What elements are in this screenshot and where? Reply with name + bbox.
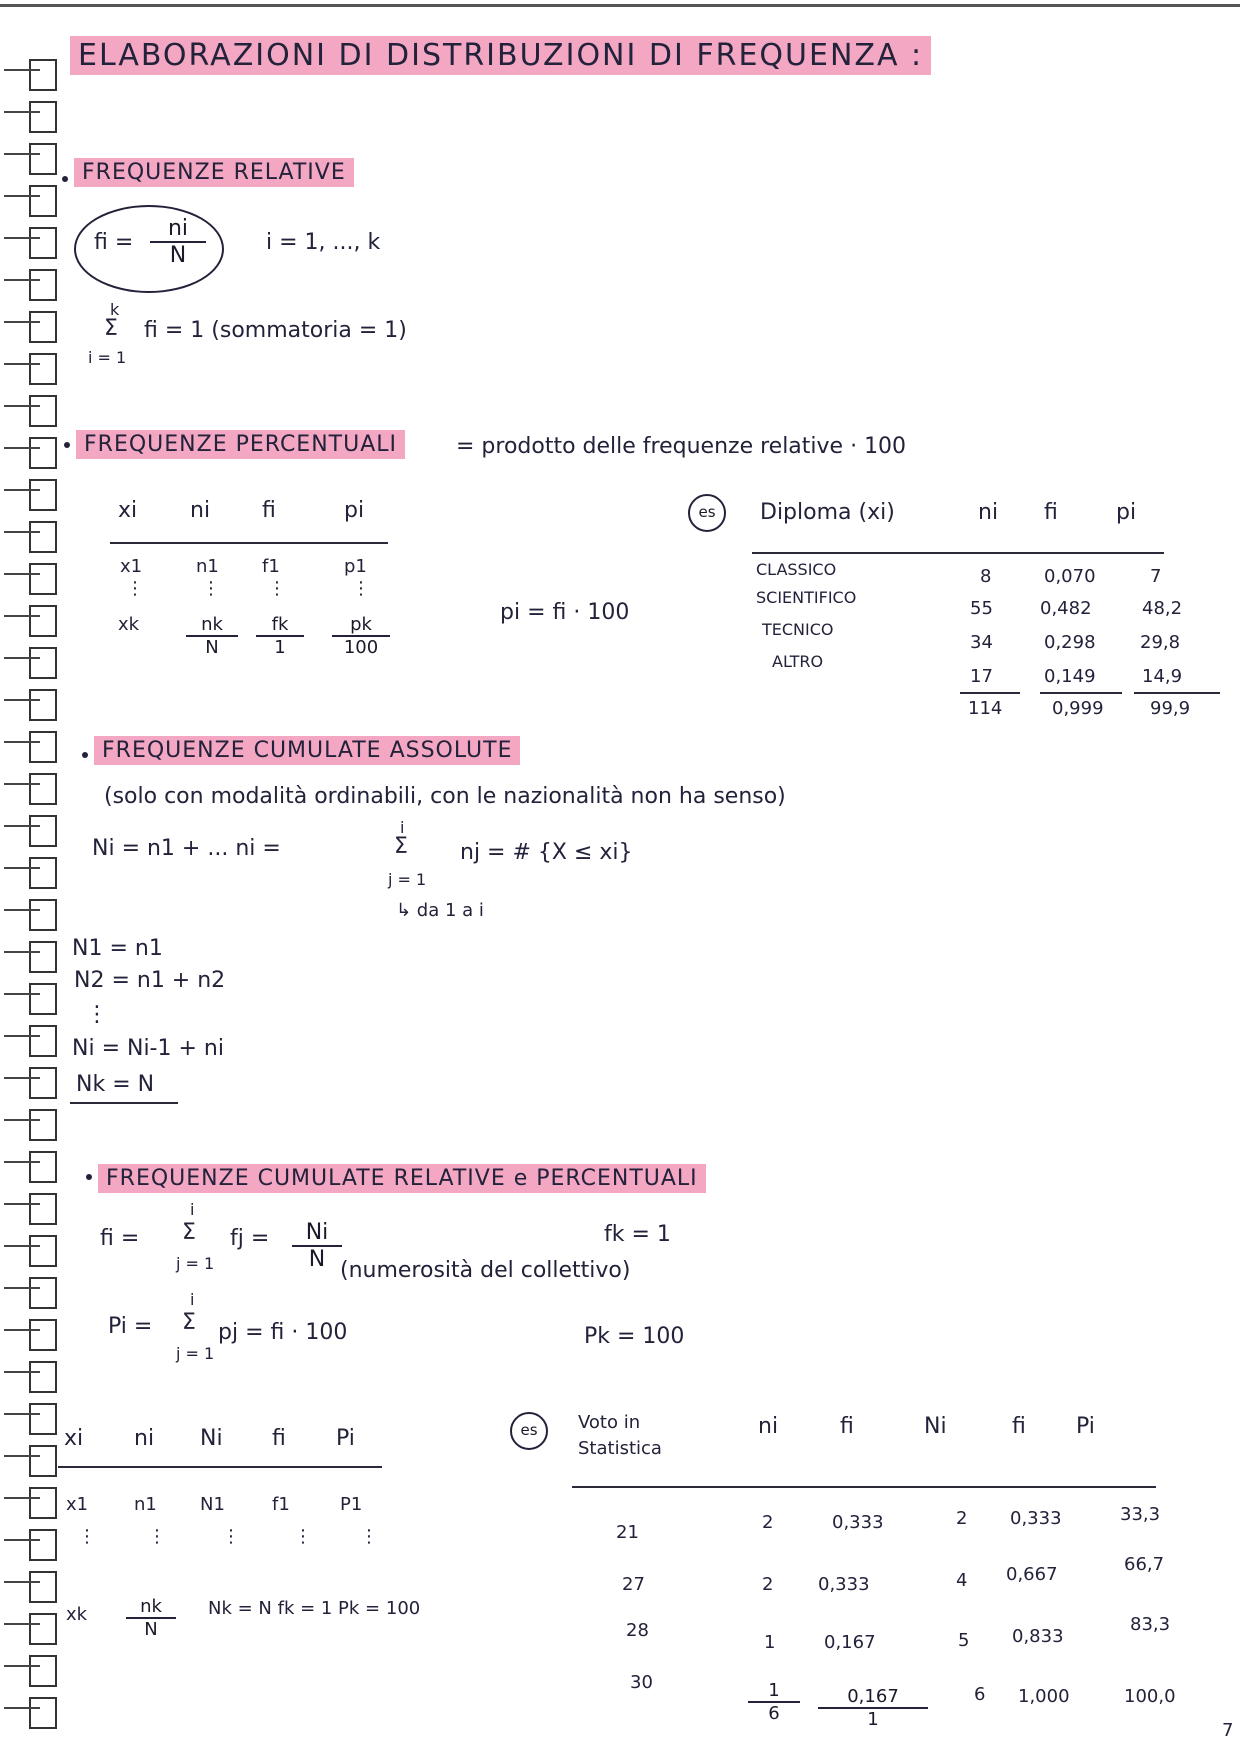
binding-ring	[30, 942, 56, 972]
cell: 0,667	[1006, 1564, 1058, 1585]
cell: 30	[630, 1672, 653, 1693]
col-header-pi: pi	[344, 498, 365, 523]
binding-ring	[30, 732, 56, 762]
cell: xk	[66, 1604, 88, 1625]
cell: x1	[120, 556, 143, 577]
binding-ring	[30, 354, 56, 384]
cell: 14,9	[1142, 666, 1183, 687]
cell: 0,167	[818, 1686, 928, 1709]
cell: 2	[762, 1574, 774, 1595]
total-rule	[1040, 692, 1122, 694]
cell: 29,8	[1140, 632, 1181, 653]
bullet-dot	[64, 442, 70, 448]
cell: 0,833	[1012, 1626, 1064, 1647]
cell: N	[205, 637, 219, 658]
binding-ring	[30, 606, 56, 636]
col-header-ni: ni	[190, 498, 211, 523]
cumrel-f-lhs: fi =	[100, 1226, 140, 1251]
row-label: TECNICO	[762, 620, 834, 639]
binding-ring	[30, 1614, 56, 1644]
col-header: Ni	[200, 1426, 223, 1451]
col-header-fi: fi	[1044, 500, 1058, 525]
cell: f1	[272, 1494, 290, 1515]
page-top-edge	[0, 4, 1240, 7]
cell: 34	[970, 632, 993, 653]
fraction-nk-over-n	[126, 1596, 176, 1640]
fraction-numerator: Ni	[292, 1220, 342, 1247]
total-cell: 0,999	[1052, 698, 1104, 719]
cumrel-fk: fk = 1	[604, 1222, 671, 1247]
cumrel-p-body: pj = fi · 100	[218, 1320, 348, 1345]
total-cell: 114	[968, 698, 1003, 719]
binding-ring	[30, 480, 56, 510]
sum-upper-limit: i	[400, 818, 405, 837]
cell: 27	[622, 1574, 645, 1595]
total-cell: 6	[768, 1703, 780, 1724]
cumulative-formula-lhs: Ni = n1 + ... ni =	[92, 836, 281, 861]
cell: 21	[616, 1522, 639, 1543]
binding-ring	[30, 1362, 56, 1392]
cell: N1	[200, 1494, 225, 1515]
total-cell: 99,9	[1150, 698, 1191, 719]
binding-ring	[30, 858, 56, 888]
binding-ring	[30, 984, 56, 1014]
cell: 1	[748, 1680, 800, 1703]
col-header-pi: pi	[1116, 500, 1137, 525]
binding-ring	[30, 648, 56, 678]
cell: ⋮	[360, 1526, 378, 1547]
page-title: ELABORAZIONI DI DISTRIBUZIONI DI FREQUENZA :	[70, 36, 931, 75]
cell: ⋮	[202, 578, 220, 599]
cell: pk	[332, 614, 390, 637]
cell: ⋮	[148, 1526, 166, 1547]
sum-upper-limit: k	[110, 300, 120, 319]
binding-ring	[30, 270, 56, 300]
cumulative-line: N1 = n1	[72, 936, 163, 961]
cumrel-pk: Pk = 100	[584, 1324, 685, 1349]
cell: 5	[958, 1630, 970, 1651]
binding-ring	[30, 144, 56, 174]
cell: 1,000	[1018, 1686, 1070, 1707]
cell: 1	[274, 637, 286, 658]
page-number: 7	[1222, 1720, 1234, 1741]
cumulative-line: Nk = N	[76, 1072, 155, 1097]
cell: N	[144, 1619, 158, 1640]
cumrel-p-lhs: Pi =	[108, 1314, 153, 1339]
row-label: ALTRO	[772, 652, 824, 671]
cell: 0,333	[818, 1574, 870, 1595]
binding-ring	[30, 1152, 56, 1182]
col-header: Pi	[336, 1426, 355, 1451]
binding-ring	[30, 1698, 56, 1728]
example-label: es	[510, 1412, 548, 1450]
binding-ring	[30, 228, 56, 258]
col-header-ni: ni	[978, 500, 999, 525]
heading-cumulative-relative-percentage: FREQUENZE CUMULATE RELATIVE e PERCENTUALI	[98, 1164, 706, 1193]
header-rule	[572, 1486, 1156, 1488]
sum-symbol: Σ	[182, 1310, 196, 1335]
binding-ring	[30, 438, 56, 468]
col-header: ni	[134, 1426, 155, 1451]
cell: 33,3	[1120, 1504, 1161, 1525]
cumulative-line: N2 = n1 + n2	[74, 968, 226, 993]
total-rule	[1134, 692, 1220, 694]
cell: n1	[134, 1494, 157, 1515]
binding-ring	[30, 1572, 56, 1602]
binding-ring	[30, 312, 56, 342]
cell: 28	[626, 1620, 649, 1641]
header-rule	[58, 1466, 382, 1468]
underline-rule	[70, 1102, 178, 1104]
binding-ring	[30, 1194, 56, 1224]
formula-percentage: pi = fi · 100	[500, 600, 630, 625]
cell: 7	[1150, 566, 1162, 587]
index-range: i = 1, ..., k	[266, 230, 381, 255]
binding-ring	[30, 186, 56, 216]
sum-relative-body: fi = 1 (sommatoria = 1)	[144, 318, 407, 343]
heading-cumulative-absolute: FREQUENZE CUMULATE ASSOLUTE	[94, 736, 520, 765]
binding-ring	[30, 900, 56, 930]
cell: 48,2	[1142, 598, 1183, 619]
cumulative-note: (solo con modalità ordinabili, con le nazionalità non ha senso)	[104, 784, 786, 809]
cell: 0,298	[1044, 632, 1096, 653]
cell: 8	[980, 566, 992, 587]
cell: 17	[970, 666, 993, 687]
cumrel-f-body: fj =	[230, 1226, 270, 1251]
fraction-numerator: ni	[150, 216, 206, 243]
col-header-diploma: Diploma (xi)	[760, 500, 895, 525]
binding-ring	[30, 774, 56, 804]
cell: p1	[344, 556, 367, 577]
sum-symbol: Σ	[104, 316, 118, 341]
cell: nk	[186, 614, 238, 637]
cell: ⋮	[268, 578, 286, 599]
bullet-dot	[82, 752, 88, 758]
binding-ring	[30, 1446, 56, 1476]
row-label: SCIENTIFICO	[756, 588, 857, 607]
cell: 100,0	[1124, 1686, 1176, 1707]
cell: 2	[956, 1508, 968, 1529]
col-header-ni: ni	[758, 1414, 779, 1439]
bullet-dot	[86, 1174, 92, 1180]
binding-ring	[30, 1320, 56, 1350]
total-rule	[960, 692, 1020, 694]
cell: ⋮	[222, 1526, 240, 1547]
cumrel-f-note: (numerosità del collettivo)	[340, 1258, 631, 1283]
header-rule	[110, 542, 388, 544]
col-header-voto: Voto in Statistica	[578, 1412, 662, 1459]
binding-ring	[30, 1068, 56, 1098]
cell: 55	[970, 598, 993, 619]
sum-symbol: Σ	[182, 1220, 196, 1245]
cell: 4	[956, 1570, 968, 1591]
fraction-nk-over-n	[186, 614, 238, 658]
sum-range-note: ↳ da 1 a i	[396, 900, 484, 921]
binding-ring	[30, 396, 56, 426]
binding-ring	[30, 60, 56, 90]
cell: f1	[262, 556, 280, 577]
cell: 6	[974, 1684, 986, 1705]
heading-relative-frequencies: FREQUENZE RELATIVE	[74, 158, 354, 187]
cumulative-formula-rhs: nj = # {X ≤ xi}	[460, 840, 633, 865]
cell: ⋮	[78, 1526, 96, 1547]
cell: 66,7	[1124, 1554, 1165, 1575]
sum-lower-limit: j = 1	[176, 1254, 215, 1273]
percentage-definition: = prodotto delle frequenze relative · 100	[456, 434, 907, 459]
col-header-fi: fi	[840, 1414, 854, 1439]
col-header: fi	[272, 1426, 286, 1451]
example-label: es	[688, 494, 726, 532]
col-header-fi-cum: fi	[1012, 1414, 1026, 1439]
sum-symbol: Σ	[394, 834, 408, 859]
cell: n1	[196, 556, 219, 577]
cell: ⋮	[126, 578, 144, 599]
cumulative-line: Ni = Ni-1 + ni	[72, 1036, 224, 1061]
binding-ring	[30, 1404, 56, 1434]
sum-upper-limit: i	[190, 1200, 195, 1219]
total-f-fraction	[818, 1686, 928, 1730]
total-n-fraction	[748, 1680, 800, 1724]
col-header-Pi: Pi	[1076, 1414, 1095, 1439]
binding-ring	[30, 1110, 56, 1140]
heading-percentage-frequencies: FREQUENZE PERCENTUALI	[76, 430, 405, 459]
binding-ring	[30, 1236, 56, 1266]
binding-ring	[30, 1530, 56, 1560]
total-cell: 1	[867, 1709, 879, 1730]
cell: ⋮	[352, 578, 370, 599]
fraction-denominator: N	[169, 243, 187, 268]
cell: 0,070	[1044, 566, 1096, 587]
cell: Nk = N fk = 1 Pk = 100	[208, 1598, 421, 1619]
cell: 0,167	[824, 1632, 876, 1653]
binding-ring	[30, 816, 56, 846]
fraction-fk-over-1	[256, 614, 304, 658]
cell: 0,149	[1044, 666, 1096, 687]
cell: nk	[126, 1596, 176, 1619]
binding-ring	[30, 564, 56, 594]
binding-ring	[30, 690, 56, 720]
fraction-pk-over-100	[332, 614, 390, 658]
sum-lower-limit: j = 1	[388, 870, 427, 889]
cell: 0,333	[832, 1512, 884, 1533]
binding-ring	[30, 1488, 56, 1518]
cell: 1	[764, 1632, 776, 1653]
cell: fk	[256, 614, 304, 637]
cell: ⋮	[294, 1526, 312, 1547]
cell: x1	[66, 1494, 89, 1515]
cell: 2	[762, 1512, 774, 1533]
cell: xk	[118, 614, 140, 635]
cell: 0,333	[1010, 1508, 1062, 1529]
col-header-xi: xi	[118, 498, 138, 523]
col-header-fi: fi	[262, 498, 276, 523]
sum-upper-limit: i	[190, 1290, 195, 1309]
formula-relative-lhs: fi =	[94, 230, 134, 255]
binding-ring	[30, 1656, 56, 1686]
binding-ring	[30, 102, 56, 132]
cell: 0,482	[1040, 598, 1092, 619]
sum-lower-limit: j = 1	[176, 1344, 215, 1363]
binding-ring	[30, 1278, 56, 1308]
col-header: xi	[64, 1426, 84, 1451]
formula-relative-fraction	[150, 216, 206, 268]
bullet-dot	[62, 176, 68, 182]
fraction-Ni-over-N	[292, 1220, 342, 1272]
sum-lower-limit: i = 1	[88, 348, 127, 367]
binding-ring	[30, 1026, 56, 1056]
row-label: CLASSICO	[756, 560, 837, 579]
col-header-Ni: Ni	[924, 1414, 947, 1439]
cell: 100	[343, 637, 379, 658]
binding-ring	[30, 522, 56, 552]
cell: 83,3	[1130, 1614, 1171, 1635]
cumulative-line: ⋮	[86, 1002, 108, 1027]
spiral-binding	[0, 0, 60, 1753]
header-rule	[752, 552, 1164, 554]
cell: P1	[340, 1494, 363, 1515]
fraction-denominator: N	[308, 1247, 326, 1272]
